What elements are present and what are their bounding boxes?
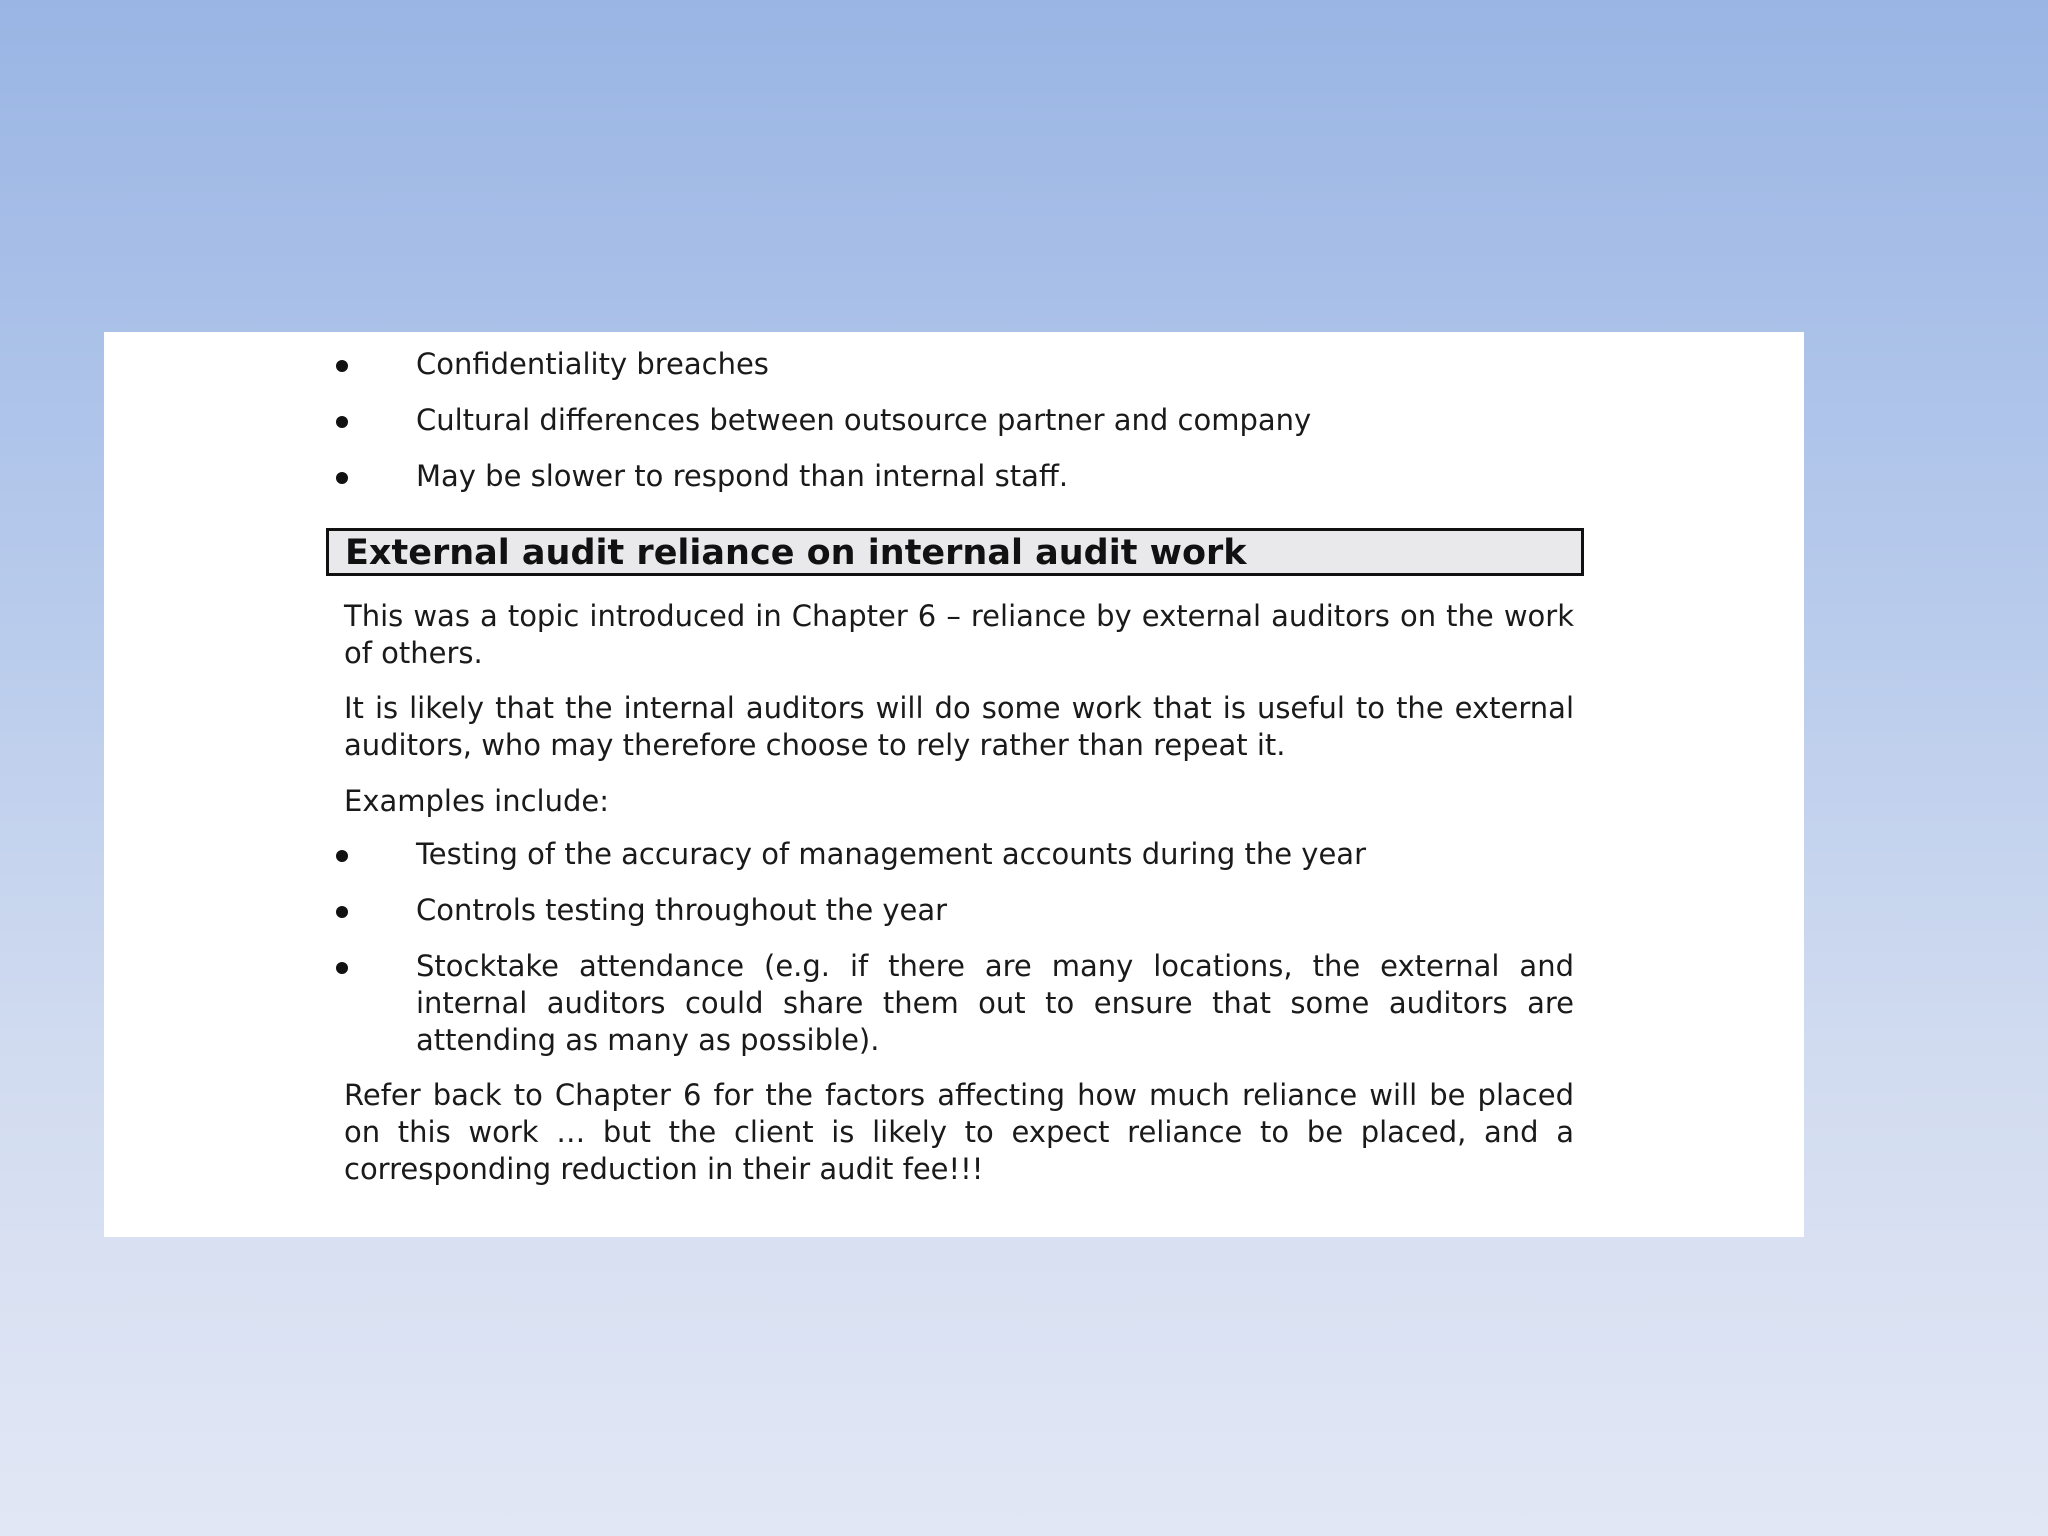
paragraph: It is likely that the internal auditors will do some work that is useful to the external auditors, who may therefore choose to rely rather than repeat it. <box>344 691 1574 762</box>
bullet-icon <box>336 850 348 862</box>
list-item-text: Cultural differences between outsource partner and company <box>416 403 1312 437</box>
bullet-icon <box>336 416 348 428</box>
document-excerpt-image <box>104 332 1804 1237</box>
bullet-icon <box>336 962 348 974</box>
closing-paragraph: Refer back to Chapter 6 for the factors affecting how much reliance will be placed on this work … but the client is likely to expect reliance to be placed, and a corresponding reduction in their audit fee!!! <box>344 1078 1574 1186</box>
section-heading-box <box>326 528 1584 576</box>
list-item-text: May be slower to respond than internal staff. <box>416 459 1069 493</box>
list-item-text: Confidentiality breaches <box>416 347 769 381</box>
paragraph: This was a topic introduced in Chapter 6 – reliance by external auditors on the work of others. <box>344 599 1574 670</box>
list-item-text: Testing of the accuracy of management accounts during the year <box>416 837 1367 871</box>
bullet-icon <box>336 360 348 372</box>
examples-intro: Examples include: <box>344 784 609 818</box>
list-item-text: Controls testing throughout the year <box>416 893 948 927</box>
bullet-icon <box>336 906 348 918</box>
bullet-icon <box>336 472 348 484</box>
list-item-text: Stocktake attendance (e.g. if there are many locations, the external and internal auditors could share them out to ensure that some auditors are attending as many as possible). <box>416 949 1574 1057</box>
section-heading: External audit reliance on internal audit work <box>345 533 1247 573</box>
